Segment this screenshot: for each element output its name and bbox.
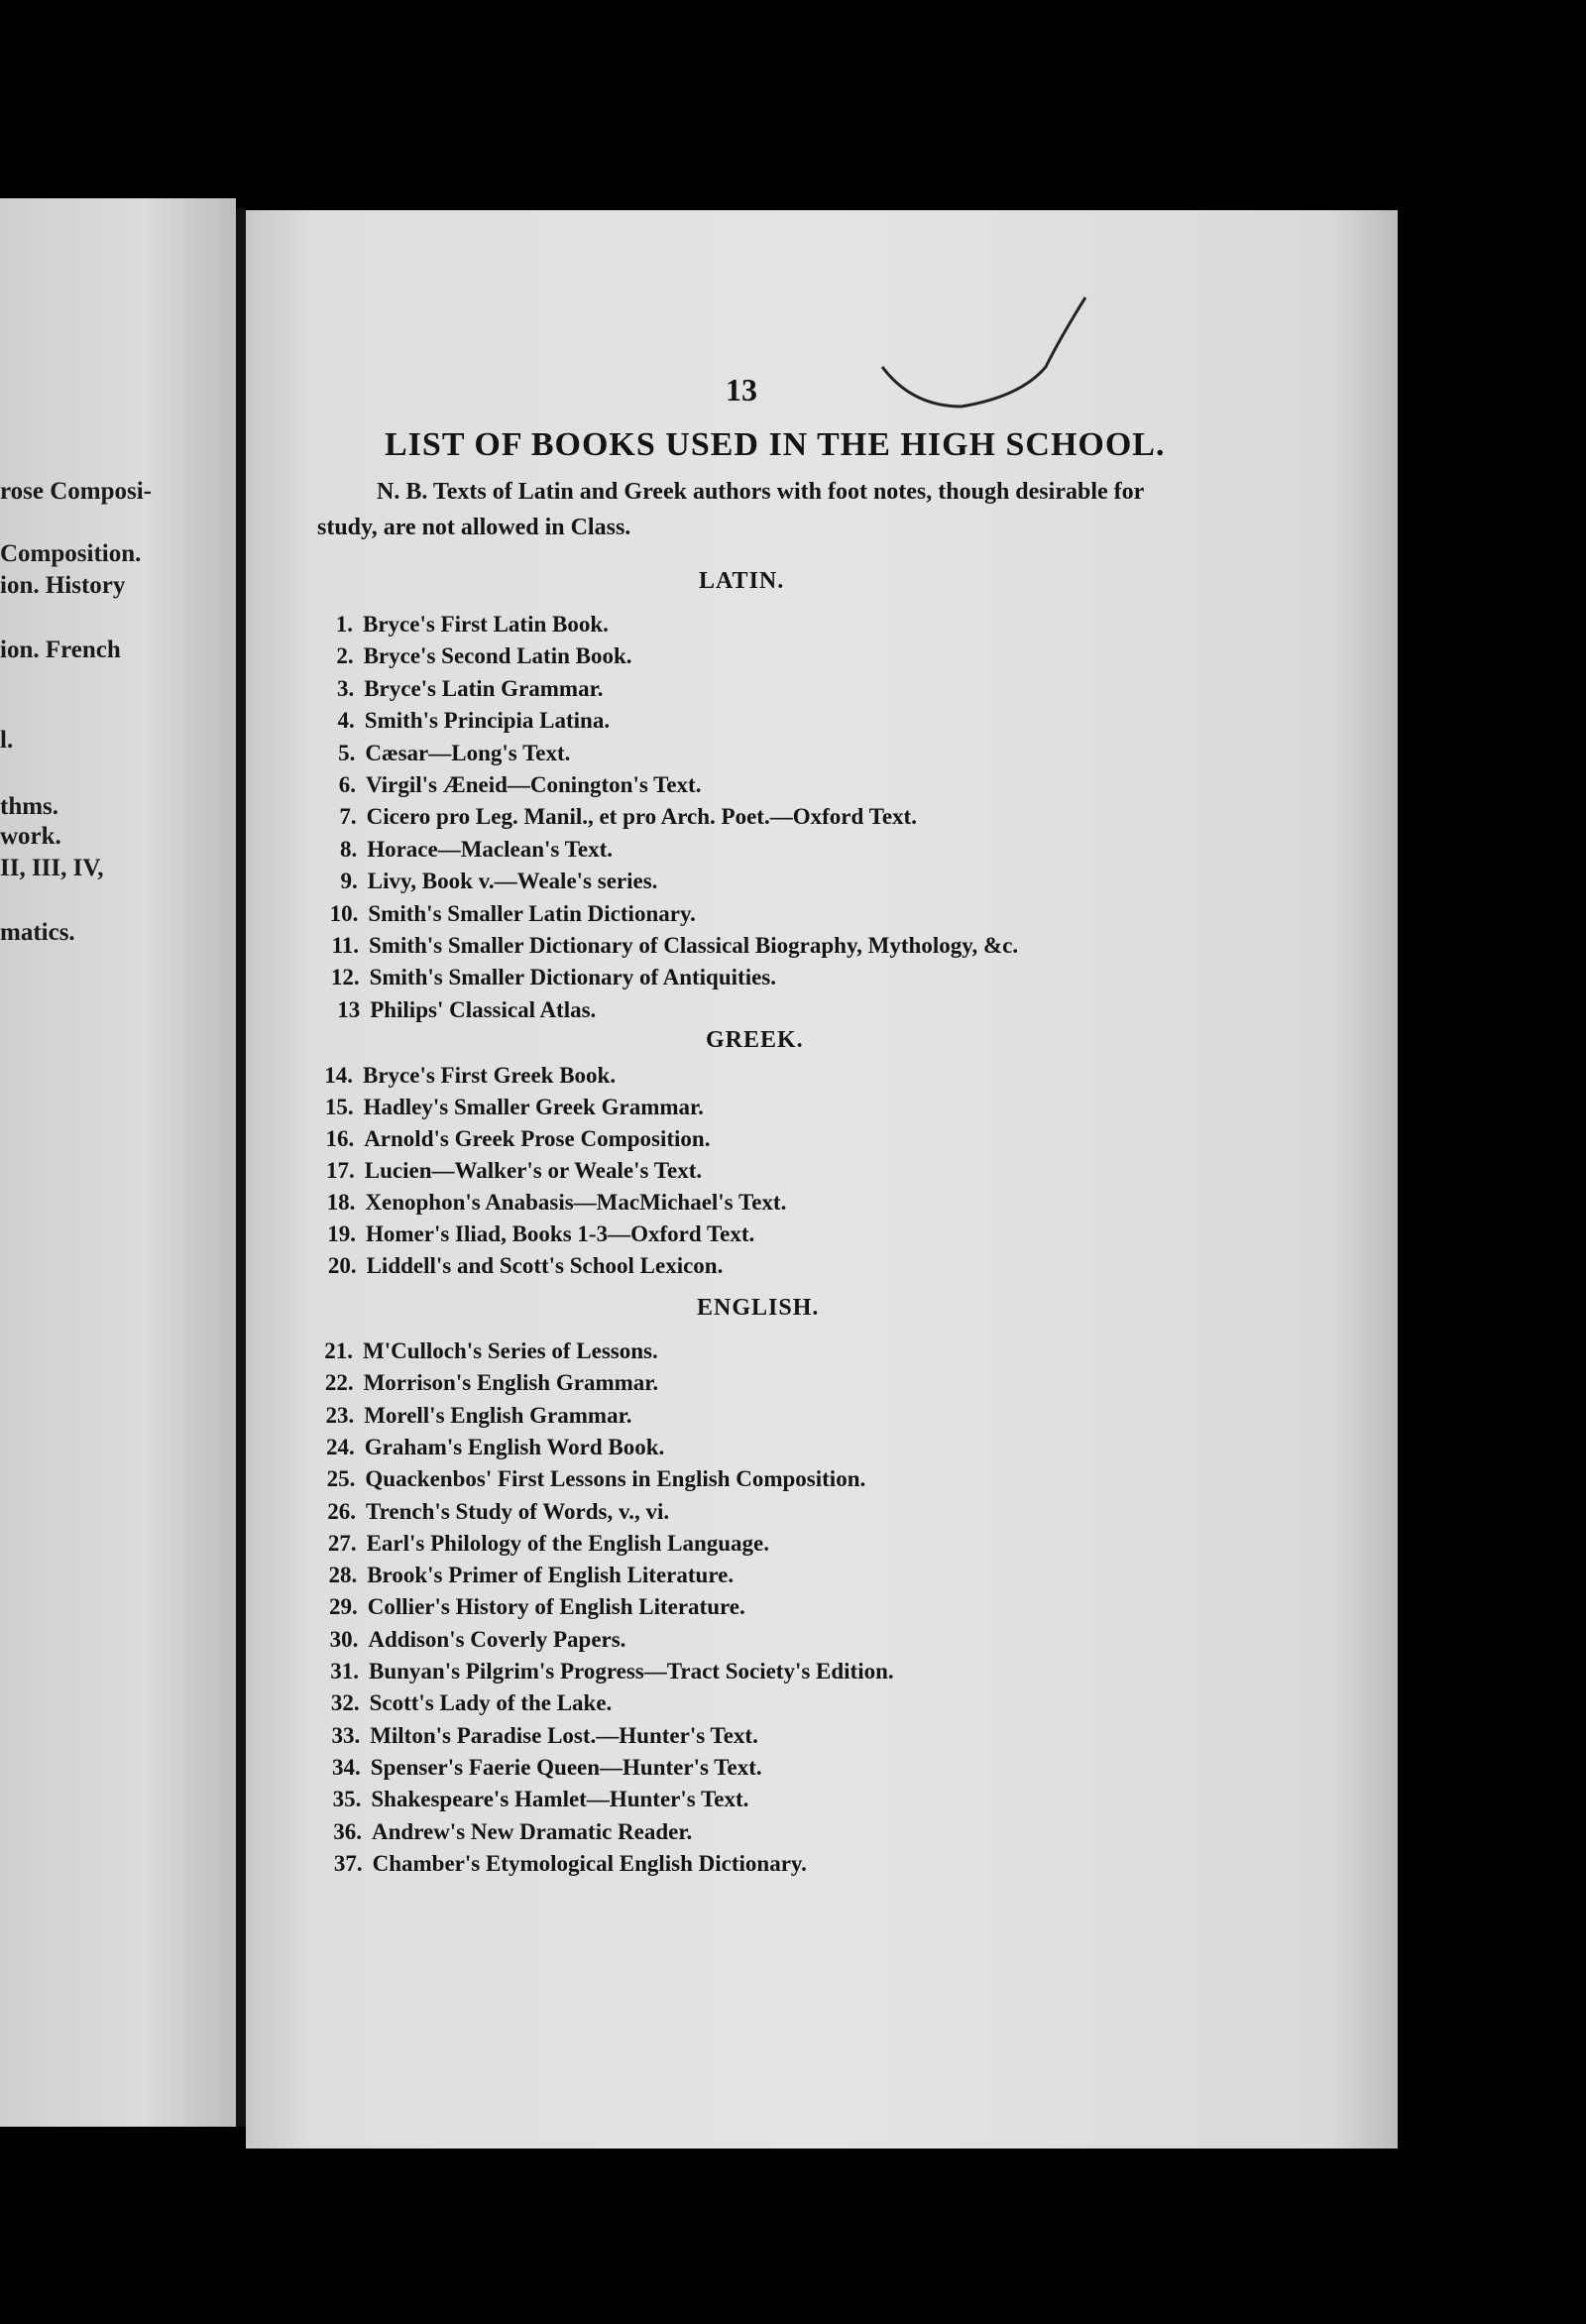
item-number: 9.	[340, 869, 358, 894]
list-item	[314, 869, 658, 894]
list-item	[313, 1531, 769, 1557]
item-title: Cicero pro Leg. Manil., et pro Arch. Poet.—Oxford Text.	[366, 804, 917, 830]
left-text-line: ion. History	[0, 572, 126, 599]
item-title: Bryce's First Latin Book.	[363, 612, 609, 637]
section-heading: GREEK.	[706, 1027, 804, 1053]
left-text-line: thms.	[0, 793, 59, 820]
item-number: 11.	[331, 933, 359, 958]
item-title: Smith's Smaller Latin Dictionary.	[368, 900, 696, 926]
list-item	[312, 1499, 669, 1525]
list-item	[310, 676, 603, 702]
item-title: Smith's Smaller Dictionary of Antiquities.	[369, 965, 776, 990]
item-number: 12.	[330, 965, 360, 990]
item-number: 34.	[332, 1754, 361, 1780]
item-title: Horace—Maclean's Text.	[367, 836, 614, 862]
item-title: Livy, Book v.—Weale's series.	[367, 869, 658, 894]
list-item	[316, 997, 596, 1023]
item-title: Philips' Classical Atlas.	[370, 996, 597, 1022]
item-number: 36.	[333, 1818, 362, 1844]
item-number: 37.	[333, 1850, 363, 1876]
list-item	[313, 1563, 734, 1588]
item-title: Quackenbos' First Lessons in English Composition.	[365, 1466, 866, 1492]
left-text-line: l.	[0, 727, 14, 754]
item-number: 20.	[327, 1253, 357, 1278]
list-item	[313, 804, 917, 830]
item-number: 23.	[325, 1402, 355, 1428]
list-item	[313, 837, 613, 863]
list-item	[311, 1190, 786, 1216]
item-number: 5.	[338, 740, 356, 765]
item-number: 18.	[326, 1190, 356, 1215]
item-number: 32.	[330, 1690, 360, 1716]
item-title: Morrison's English Grammar.	[363, 1370, 659, 1396]
item-number: 27.	[327, 1530, 357, 1556]
item-title: Homer's Iliad, Books 1-3—Oxford Text.	[366, 1221, 755, 1246]
list-item	[309, 612, 609, 638]
item-title: Spenser's Faerie Queen—Hunter's Text.	[370, 1754, 762, 1780]
item-title: Smith's Principia Latina.	[364, 708, 611, 734]
item-number: 10.	[329, 900, 359, 926]
list-item	[315, 933, 1018, 959]
item-number: 8.	[339, 836, 358, 862]
item-title: Virgil's Æneid—Conington's Text.	[366, 772, 702, 797]
item-number: 22.	[324, 1370, 354, 1396]
item-title: Collier's History of English Literature.	[367, 1594, 745, 1620]
left-page-fragment	[0, 198, 236, 2127]
item-title: Brook's Primer of English Literature.	[367, 1563, 735, 1588]
page-number: 13	[726, 372, 757, 407]
item-number: 2.	[336, 643, 354, 669]
item-title: Milton's Paradise Lost.—Hunter's Text.	[370, 1722, 758, 1748]
item-title: Bryce's Second Latin Book.	[363, 643, 632, 669]
book-gutter	[236, 208, 246, 2127]
item-title: Scott's Lady of the Lake.	[369, 1690, 613, 1716]
section-heading: LATIN.	[699, 568, 785, 594]
item-title: Bryce's First Greek Book.	[363, 1063, 617, 1088]
item-number: 4.	[337, 708, 355, 734]
item-title: Smith's Smaller Dictionary of Classical Biography, Mythology, &c.	[369, 933, 1019, 958]
item-number: 30.	[329, 1626, 359, 1652]
left-text-line: II, III, IV,	[0, 855, 104, 881]
list-item	[311, 1435, 665, 1460]
section-heading: ENGLISH.	[697, 1295, 820, 1321]
list-item	[312, 1221, 754, 1247]
list-item	[314, 1627, 625, 1653]
item-title: Chamber's Etymological English Dictionary.	[372, 1850, 807, 1876]
pen-mark	[872, 288, 1110, 426]
list-item	[309, 1063, 616, 1089]
item-number: 13	[337, 996, 361, 1022]
list-item	[316, 965, 776, 990]
item-title: Earl's Philology of the English Language.	[366, 1530, 769, 1556]
item-title: Arnold's Greek Prose Composition.	[364, 1126, 711, 1151]
item-number: 24.	[326, 1434, 355, 1459]
list-item	[314, 901, 696, 927]
item-title: Lucien—Walker's or Weale's Text.	[364, 1158, 703, 1183]
list-item	[316, 1723, 758, 1749]
list-item	[316, 1690, 613, 1716]
item-title: Bunyan's Pilgrim's Progress—Tract Society's Edition.	[369, 1659, 894, 1684]
list-item	[311, 1158, 702, 1184]
item-title: Andrew's New Dramatic Reader.	[372, 1818, 693, 1844]
item-number: 17.	[326, 1158, 355, 1183]
note-paragraph: N. B. Texts of Latin and Greek authors with foot notes, though desirable for study, are not allowed in Class.	[317, 479, 1144, 540]
list-item	[311, 741, 570, 766]
item-title: Bryce's Latin Grammar.	[364, 675, 604, 701]
item-title: Liddell's and Scott's School Lexicon.	[366, 1253, 724, 1278]
list-item	[310, 1403, 631, 1429]
item-number: 6.	[338, 772, 356, 797]
page-title: LIST OF BOOKS USED IN THE HIGH SCHOOL.	[385, 426, 1166, 463]
list-item	[309, 1338, 658, 1364]
list-item	[318, 1819, 692, 1845]
item-number: 3.	[336, 675, 355, 701]
left-text-line: matics.	[0, 919, 75, 946]
item-number: 28.	[328, 1563, 358, 1588]
item-number: 15.	[324, 1095, 354, 1119]
list-item	[314, 1594, 745, 1620]
item-number: 33.	[331, 1722, 361, 1748]
item-number: 31.	[330, 1659, 359, 1684]
left-text-line: Composition.	[0, 540, 142, 567]
item-number: 1.	[335, 612, 353, 637]
item-number: 35.	[332, 1787, 362, 1812]
item-title: Xenophon's Anabasis—MacMichael's Text.	[365, 1190, 787, 1215]
list-item	[310, 1095, 704, 1120]
left-text-line: ion. French	[0, 637, 121, 663]
list-item	[312, 772, 701, 798]
item-number: 21.	[324, 1338, 353, 1363]
left-text-line: work.	[0, 823, 61, 850]
item-title: Trench's Study of Words, v., vi.	[366, 1498, 670, 1524]
item-number: 25.	[326, 1466, 356, 1492]
item-title: Shakespeare's Hamlet—Hunter's Text.	[371, 1787, 749, 1812]
list-item	[311, 1466, 865, 1492]
item-number: 7.	[339, 804, 357, 830]
item-title: M'Culloch's Series of Lessons.	[363, 1338, 658, 1363]
item-number: 26.	[327, 1498, 356, 1524]
list-item	[317, 1755, 762, 1781]
list-item	[319, 1851, 807, 1877]
item-title: Morell's English Grammar.	[364, 1402, 632, 1428]
item-title: Hadley's Smaller Greek Grammar.	[363, 1095, 704, 1119]
list-item	[310, 1370, 659, 1396]
list-item	[311, 708, 610, 734]
item-number: 14.	[324, 1063, 353, 1088]
item-title: Graham's English Word Book.	[364, 1434, 665, 1459]
item-number: 16.	[325, 1126, 355, 1151]
list-item	[310, 1126, 710, 1152]
list-item	[310, 643, 632, 669]
list-item	[313, 1253, 724, 1279]
item-number: 19.	[327, 1221, 356, 1246]
list-item	[317, 1787, 748, 1812]
item-title: Addison's Coverly Papers.	[368, 1626, 626, 1652]
list-item	[315, 1659, 894, 1685]
item-title: Cæsar—Long's Text.	[365, 740, 571, 765]
item-number: 29.	[329, 1594, 358, 1620]
left-text-line: rose Composi-	[0, 478, 153, 505]
